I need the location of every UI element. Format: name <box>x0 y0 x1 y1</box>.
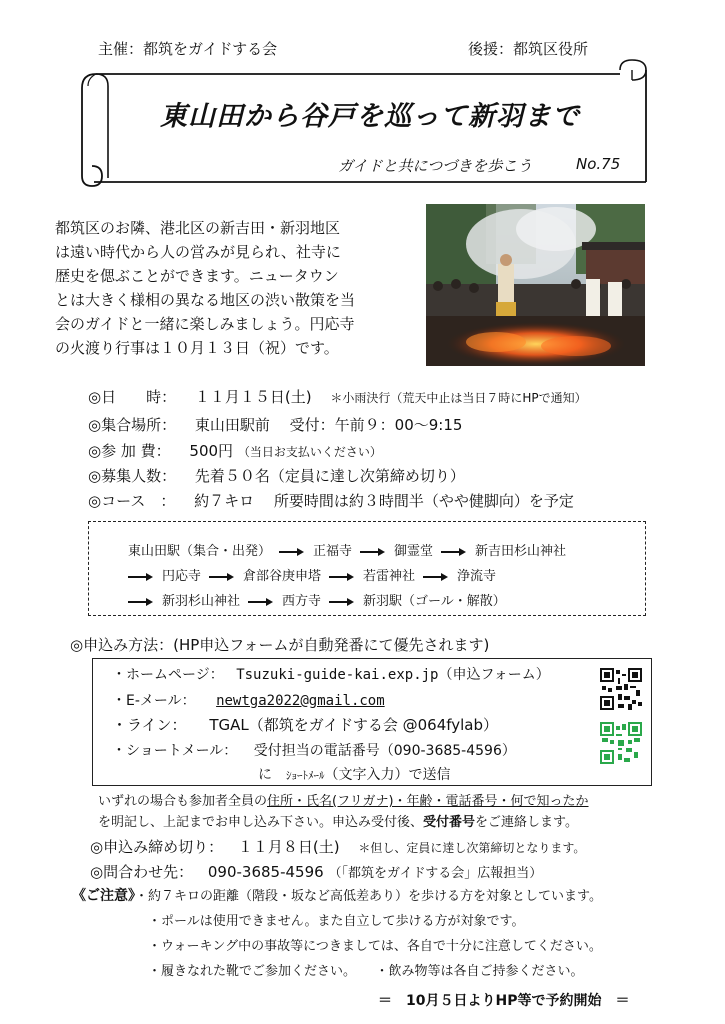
route-stop: 倉部谷庚申塔 <box>243 569 322 584</box>
capacity-row <box>88 465 465 486</box>
route-stop: 正福寺 <box>313 544 353 559</box>
fire-walking-photo <box>426 204 645 366</box>
contact-phone[interactable]: 090-3685-4596 <box>207 863 324 881</box>
course-row <box>88 490 574 511</box>
sms-instruction-post: （文字入力）で送信 <box>324 767 451 783</box>
route-stop: 円応寺 <box>162 569 202 584</box>
course-route-row-3 <box>128 590 506 609</box>
deadline-row <box>90 836 585 857</box>
date-value: １１月１５日(土) <box>194 388 312 406</box>
caution-label: 《ご注意》 <box>72 888 135 904</box>
date-label: ◎日 時： <box>88 388 177 406</box>
course-value: 約７キロ 所要時間は約３時間半（やや健脚向）を予定 <box>194 492 574 510</box>
event-number: No.75 <box>576 155 621 173</box>
caution-line-1 <box>72 885 602 905</box>
arrow-right-icon <box>441 547 467 557</box>
route-stop: 新羽杉山神社 <box>162 594 241 609</box>
arrow-right-icon <box>128 597 154 607</box>
route-stop: 新吉田杉山神社 <box>475 544 567 559</box>
reservation-start-notice: ＝ 10月５日よりHP等で予約開始 ＝ <box>378 993 630 1009</box>
intro-paragraph <box>55 216 417 360</box>
email-link[interactable]: newtga2022@gmail.com <box>216 693 385 709</box>
arrow-right-icon <box>423 572 449 582</box>
apply-notice-line-2 <box>98 811 578 830</box>
capacity-value: 先着５０名（定員に達し次第締め切り） <box>194 467 465 485</box>
sms-label: ・ショートメール： <box>112 743 238 759</box>
organizer-text: 主催：都筑をガイドする会 <box>98 40 278 58</box>
homepage-row <box>112 664 550 684</box>
homepage-qr-code-icon[interactable] <box>600 668 642 710</box>
course-route-row-2 <box>128 565 496 584</box>
caution-item: ・約７キロの距離（階段・坂など高低差あり）を歩ける方を対象としています。 <box>135 889 602 904</box>
event-title: 東山田から谷戸を巡って新羽まで <box>160 101 580 132</box>
fee-row <box>88 440 382 461</box>
line-account[interactable]: TGAL（都筑をガイドする会 @064fylab） <box>209 716 499 734</box>
sms-instruction <box>258 764 451 784</box>
caution-item: ・履きなれた靴でご参加ください。 ・飲み物等は各自ご持参ください。 <box>148 964 584 979</box>
route-stop: 浄流寺 <box>457 569 497 584</box>
deadline-note: ＊但し、定員に達し次第締切となります。 <box>358 841 586 855</box>
contact-note: （「都筑をガイドする会」広報担当） <box>328 866 543 881</box>
apply-notice-pre: いずれの場合も参加者全員の <box>98 794 268 809</box>
intro-line: 都筑区のお隣、港北区の新吉田・新羽地区 <box>55 219 341 237</box>
line-label: ・ライン： <box>112 716 187 734</box>
contact-label: ◎問合わせ先： <box>90 863 194 881</box>
deadline-label: ◎申込み締め切り： <box>90 838 224 856</box>
meeting-place-row <box>88 414 462 435</box>
fee-value: 500円 <box>189 442 234 460</box>
apply-notice-line2-pre: を明記し、上記までお申し込み下さい。申込み受付後、 <box>98 815 424 830</box>
route-stop: 西方寺 <box>282 594 322 609</box>
route-stop: 新羽駅（ゴール・解散） <box>363 594 506 609</box>
arrow-right-icon <box>248 597 274 607</box>
course-label: ◎コース ： <box>88 492 176 510</box>
homepage-link[interactable]: Tsuzuki-guide-kai.exp.jp（申込フォーム） <box>236 667 550 683</box>
meeting-place-label: ◎集合場所： <box>88 416 177 434</box>
route-stop: 御霊堂 <box>394 544 434 559</box>
caution-item: ・ポールは使用できません。また自立して歩ける方が対象です。 <box>148 914 525 929</box>
fee-label: ◎参 加 費： <box>88 442 171 460</box>
arrow-right-icon <box>279 547 305 557</box>
apply-notice-line-1 <box>98 790 589 809</box>
homepage-label: ・ホームページ： <box>112 667 224 683</box>
deadline-value: １１月８日(土) <box>237 838 340 856</box>
intro-line: とは大きく様相の異なる地区の渋い散策を当 <box>55 291 356 309</box>
sms-instruction-mid: ｼｮｰﾄﾒｰﾙ <box>286 769 325 782</box>
event-subtitle: ガイドと共につづきを歩こう <box>338 157 533 175</box>
route-stop: 東山田駅（集合・出発） <box>128 544 272 559</box>
intro-line: の火渡り行事は１０月１３日（祝）です。 <box>55 339 339 357</box>
email-row <box>112 690 385 710</box>
contact-row <box>90 861 542 882</box>
fee-note: （当日お支払いください） <box>237 445 382 459</box>
apply-notice-line2-post: をご連絡します。 <box>475 815 578 830</box>
intro-line: 会のガイドと一緒に楽しみましょう。円応寺 <box>55 315 355 333</box>
meeting-place-value: 東山田駅前 受付：午前９：00〜9:15 <box>194 416 463 434</box>
caution-item: ・ウォーキング中の事故等につきましては、各自で十分に注意してください。 <box>148 939 602 954</box>
intro-line: は遠い時代から人の営みが見られ、社寺に <box>55 243 341 261</box>
arrow-right-icon <box>128 572 154 582</box>
date-row <box>88 386 587 407</box>
arrow-right-icon <box>329 572 355 582</box>
arrow-right-icon <box>209 572 235 582</box>
apply-notice-reception-number: 受付番号 <box>423 815 476 830</box>
apply-heading: ◎申込み方法：(HP申込フォームが自動発番にて優先されます) <box>70 636 490 654</box>
apply-notice-required-fields: 住所・氏名(フリガナ)・年齢・電話番号・何で知ったか <box>267 794 589 809</box>
line-qr-code-icon[interactable] <box>600 722 642 764</box>
route-stop: 若雷神社 <box>363 569 416 584</box>
arrow-right-icon <box>360 547 386 557</box>
sms-row <box>112 740 516 760</box>
supporter-text: 後援：都筑区役所 <box>468 40 589 58</box>
sms-instruction-pre: に <box>258 767 286 783</box>
course-route-row-1 <box>128 540 566 559</box>
date-note: ＊小雨決行（荒天中止は当日７時にHPで通知） <box>330 391 587 405</box>
capacity-label: ◎募集人数： <box>88 467 177 485</box>
email-label: ・E-メール： <box>112 693 196 709</box>
intro-line: 歴史を偲ぶことができます。ニュータウン <box>55 267 339 285</box>
line-row <box>112 714 498 735</box>
sms-phone[interactable]: 受付担当の電話番号（090-3685-4596） <box>253 743 516 759</box>
arrow-right-icon <box>329 597 355 607</box>
